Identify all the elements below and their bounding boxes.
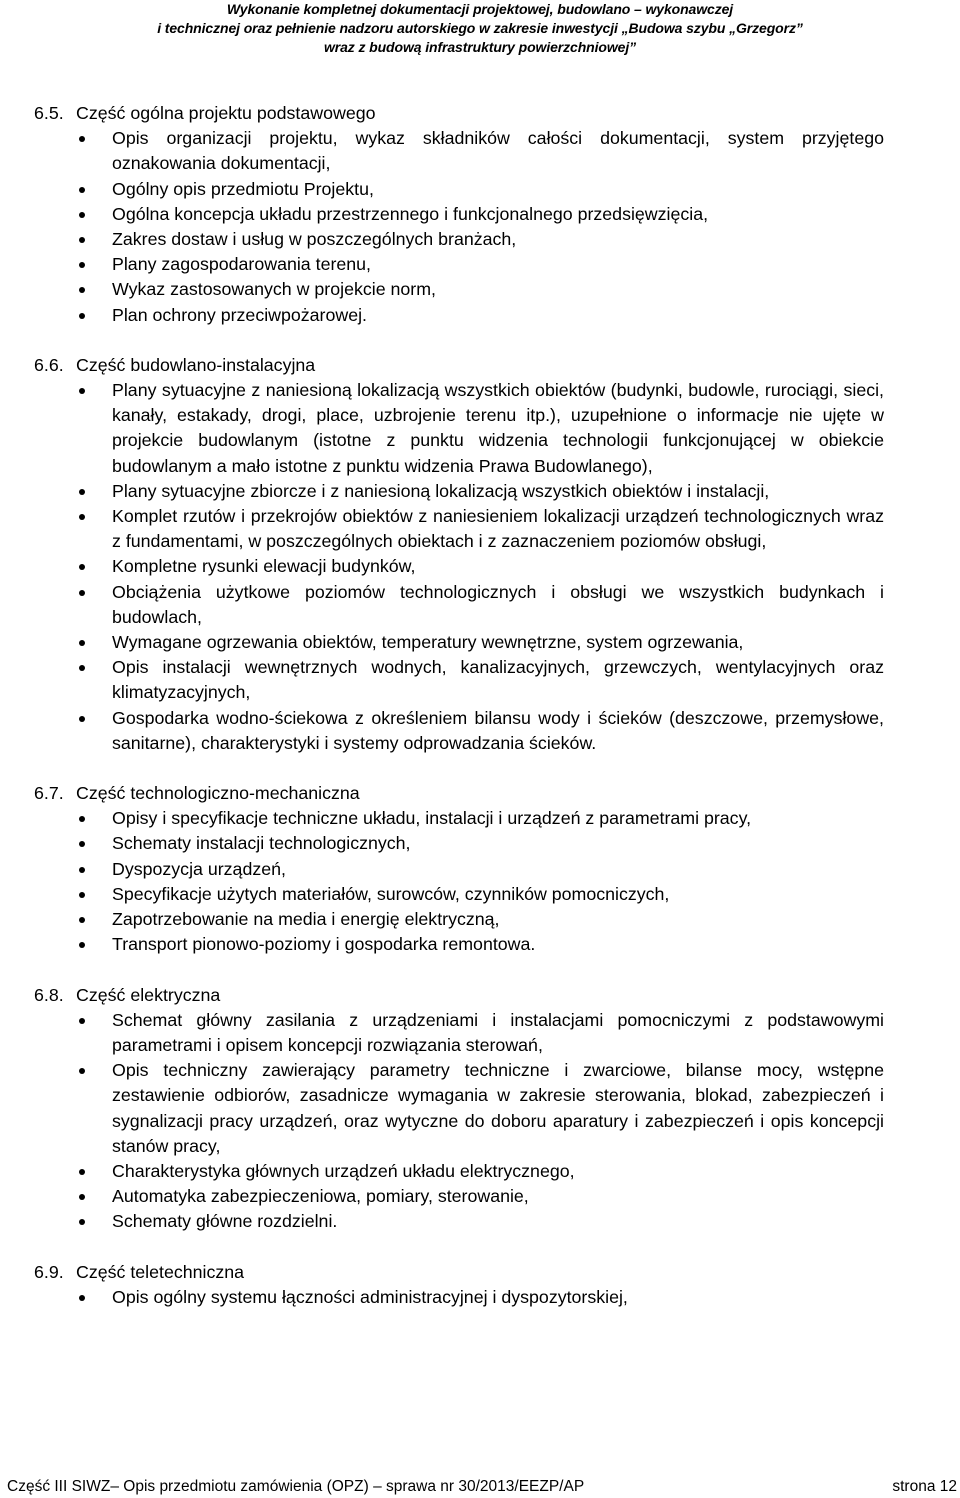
bullet-icon <box>79 1295 85 1301</box>
bullet-icon <box>79 1194 85 1200</box>
bullet-icon <box>79 237 85 243</box>
list-item <box>34 378 884 479</box>
section-number: 6.6. <box>34 354 64 375</box>
list-item-text: Zapotrzebowanie na media i energię elektryczną, <box>112 909 500 930</box>
list-item <box>34 806 884 831</box>
list-item <box>34 1058 884 1159</box>
list-item-text: Plany sytuacyjne z naniesioną lokalizacją wszystkich obiektów (budynki, budowle, rurociągi, sieci, kanały, estakady, drogi, place, uzbrojenie terenu itp.), uzupełnione o informacje nie ujęte w projekcie budowlanym (istotne z punktu widzenia technologii funkcjonującej w obiekcie budowlanym a mało istotne z punktu widzenia Prawa Budowlanego), <box>112 380 884 476</box>
list-item <box>34 277 884 302</box>
section-heading <box>34 353 884 378</box>
list-item <box>34 252 884 277</box>
section-heading <box>34 101 884 126</box>
list-item-text: Plan ochrony przeciwpożarowej. <box>112 304 367 325</box>
section-heading <box>34 983 884 1008</box>
list-item <box>34 1209 884 1234</box>
section <box>34 781 884 957</box>
page-footer <box>7 1478 957 1496</box>
list-item-text: Gospodarka wodno-ściekowa z określeniem bilansu wody i ścieków (deszczowe, przemysłowe, sanitarne), charakterystyki i systemy odprowadzania ścieków. <box>112 707 884 753</box>
bullet-list <box>34 126 884 328</box>
bullet-icon <box>79 1018 85 1024</box>
bullet-icon <box>79 514 85 520</box>
page-header <box>0 0 960 57</box>
bullet-icon <box>79 136 85 142</box>
bullet-icon <box>79 1068 85 1074</box>
list-item <box>34 1008 884 1058</box>
list-item-text: Charakterystyka głównych urządzeń układu elektrycznego, <box>112 1160 575 1181</box>
bullet-icon <box>79 287 85 293</box>
list-item-text: Obciążenia użytkowe poziomów technologicznych i obsługi we wszystkich budynkach i budowlach, <box>112 581 884 627</box>
list-item <box>34 1285 884 1310</box>
bullet-icon <box>79 590 85 596</box>
section-title: Część elektryczna <box>76 984 221 1005</box>
list-item-text: Specyfikacje użytych materiałów, surowców, czynników pomocniczych, <box>112 883 670 904</box>
bullet-icon <box>79 665 85 671</box>
section-title: Część ogólna projektu podstawowego <box>76 103 376 123</box>
list-item-text: Schematy główne rozdzielni. <box>112 1211 338 1232</box>
bullet-icon <box>79 816 85 822</box>
list-item-text: Opis organizacji projektu, wykaz składników całości dokumentacji, system przyjętego oznakowania dokumentacji, <box>112 128 884 174</box>
list-item <box>34 554 884 579</box>
bullet-icon <box>79 388 85 394</box>
bullet-icon <box>79 262 85 268</box>
list-item-text: Ogólny opis przedmiotu Projektu, <box>112 178 374 199</box>
section <box>34 353 884 756</box>
list-item <box>34 479 884 504</box>
list-item <box>34 706 884 756</box>
bullet-icon <box>79 313 85 319</box>
list-item <box>34 1184 884 1209</box>
footer-page-number: strona 12 <box>892 1478 957 1495</box>
header-line-1: Wykonanie kompletnej dokumentacji projektowej, budowlano – wykonawczej <box>226 1 734 17</box>
bullet-icon <box>79 489 85 495</box>
list-item-text: Dyspozycja urządzeń, <box>112 858 286 879</box>
bullet-list <box>34 806 884 957</box>
list-item <box>34 1159 884 1184</box>
list-item <box>34 932 884 957</box>
section <box>34 101 884 328</box>
list-item-text: Automatyka zabezpieczeniowa, pomiary, sterowanie, <box>112 1186 529 1207</box>
list-item-text: Ogólna koncepcja układu przestrzennego i funkcjonalnego przedsięwzięcia, <box>112 203 709 224</box>
list-item <box>34 831 884 856</box>
list-item-text: Wymagane ogrzewania obiektów, temperatury wewnętrzne, system ogrzewania, <box>112 632 744 653</box>
section-number: 6.8. <box>34 984 64 1005</box>
list-item-text: Opisy i specyfikacje techniczne układu, instalacji i urządzeń z parametrami pracy, <box>112 808 752 829</box>
list-item <box>34 227 884 252</box>
list-item-text: Schemat główny zasilania z urządzeniami i instalacjami pomocniczymi z podstawowymi parametrami i opisem koncepcji rozwiązania sterowań, <box>112 1009 884 1055</box>
section-title: Część budowlano-instalacyjna <box>76 354 316 375</box>
bullet-icon <box>79 564 85 570</box>
bullet-list <box>34 1008 884 1235</box>
list-item <box>34 907 884 932</box>
bullet-list <box>34 1285 884 1310</box>
list-item-text: Opis instalacji wewnętrznych wodnych, kanalizacyjnych, grzewczych, wentylacyjnych oraz klimatyzacyjnych, <box>112 657 884 703</box>
section-title: Część teletechniczna <box>76 1261 245 1282</box>
list-item-text: Opis ogólny systemu łączności administracyjnej i dyspozytorskiej, <box>112 1286 628 1307</box>
list-item <box>34 303 884 328</box>
list-item-text: Opis techniczny zawierający parametry techniczne i zwarciowe, bilanse mocy, wstępne zestawienie odbiorów, zasadnicze wymagania w zakresie sterowania, blokad, zabezpieczeń i sygnalizacji pracy urządzeń, oraz wytyczne do doboru aparatury i zabezpieczeń i opis koncepcji stanów pracy, <box>112 1060 884 1156</box>
bullet-icon <box>79 942 85 948</box>
bullet-icon <box>79 867 85 873</box>
list-item-text: Transport pionowo-poziomy i gospodarka remontowa. <box>112 934 536 955</box>
bullet-icon <box>79 212 85 218</box>
list-item <box>34 580 884 630</box>
list-item <box>34 202 884 227</box>
footer-document-ref: Część III SIWZ– Opis przedmiotu zamówienia (OPZ) – sprawa nr 30/2013/EEZP/AP <box>7 1478 585 1495</box>
list-item <box>34 177 884 202</box>
section-number: 6.5. <box>34 103 64 123</box>
bullet-list <box>34 378 884 756</box>
bullet-icon <box>79 892 85 898</box>
section-heading <box>34 781 884 806</box>
list-item-text: Zakres dostaw i usług w poszczególnych branżach, <box>112 229 517 250</box>
list-item <box>34 655 884 705</box>
list-item <box>34 857 884 882</box>
section-number: 6.9. <box>34 1261 64 1282</box>
bullet-icon <box>79 187 85 193</box>
bullet-icon <box>79 1219 85 1225</box>
bullet-icon <box>79 917 85 923</box>
section <box>34 983 884 1235</box>
section-title: Część technologiczno-mechaniczna <box>76 783 360 804</box>
bullet-icon <box>79 716 85 722</box>
list-item-text: Plany zagospodarowania terenu, <box>112 254 371 275</box>
section-heading <box>34 1260 884 1285</box>
list-item-text: Schematy instalacji technologicznych, <box>112 833 411 854</box>
list-item <box>34 504 884 554</box>
list-item <box>34 882 884 907</box>
header-line-2: i technicznej oraz pełnienie nadzoru autorskiego w zakresie inwestycji „Budowa szybu „Grzegorz” <box>157 20 803 36</box>
section <box>34 1260 884 1310</box>
list-item-text: Komplet rzutów i przekrojów obiektów z naniesieniem lokalizacji urządzeń technologicznych wraz z fundamentami, w poszczególnych obiektach i z zaznaczeniem poziomów obsługi, <box>112 506 884 552</box>
bullet-icon <box>79 1169 85 1175</box>
list-item-text: Kompletne rysunki elewacji budynków, <box>112 556 416 577</box>
document-body <box>34 101 884 1335</box>
header-line-3: wraz z budową infrastruktury powierzchniowej” <box>323 39 637 55</box>
section-number: 6.7. <box>34 783 64 804</box>
list-item-text: Wykaz zastosowanych w projekcie norm, <box>112 279 436 300</box>
list-item-text: Plany sytuacyjne zbiorcze i z naniesioną lokalizacją wszystkich obiektów i instalacji, <box>112 480 770 501</box>
bullet-icon <box>79 841 85 847</box>
list-item <box>34 126 884 176</box>
bullet-icon <box>79 640 85 646</box>
list-item <box>34 630 884 655</box>
